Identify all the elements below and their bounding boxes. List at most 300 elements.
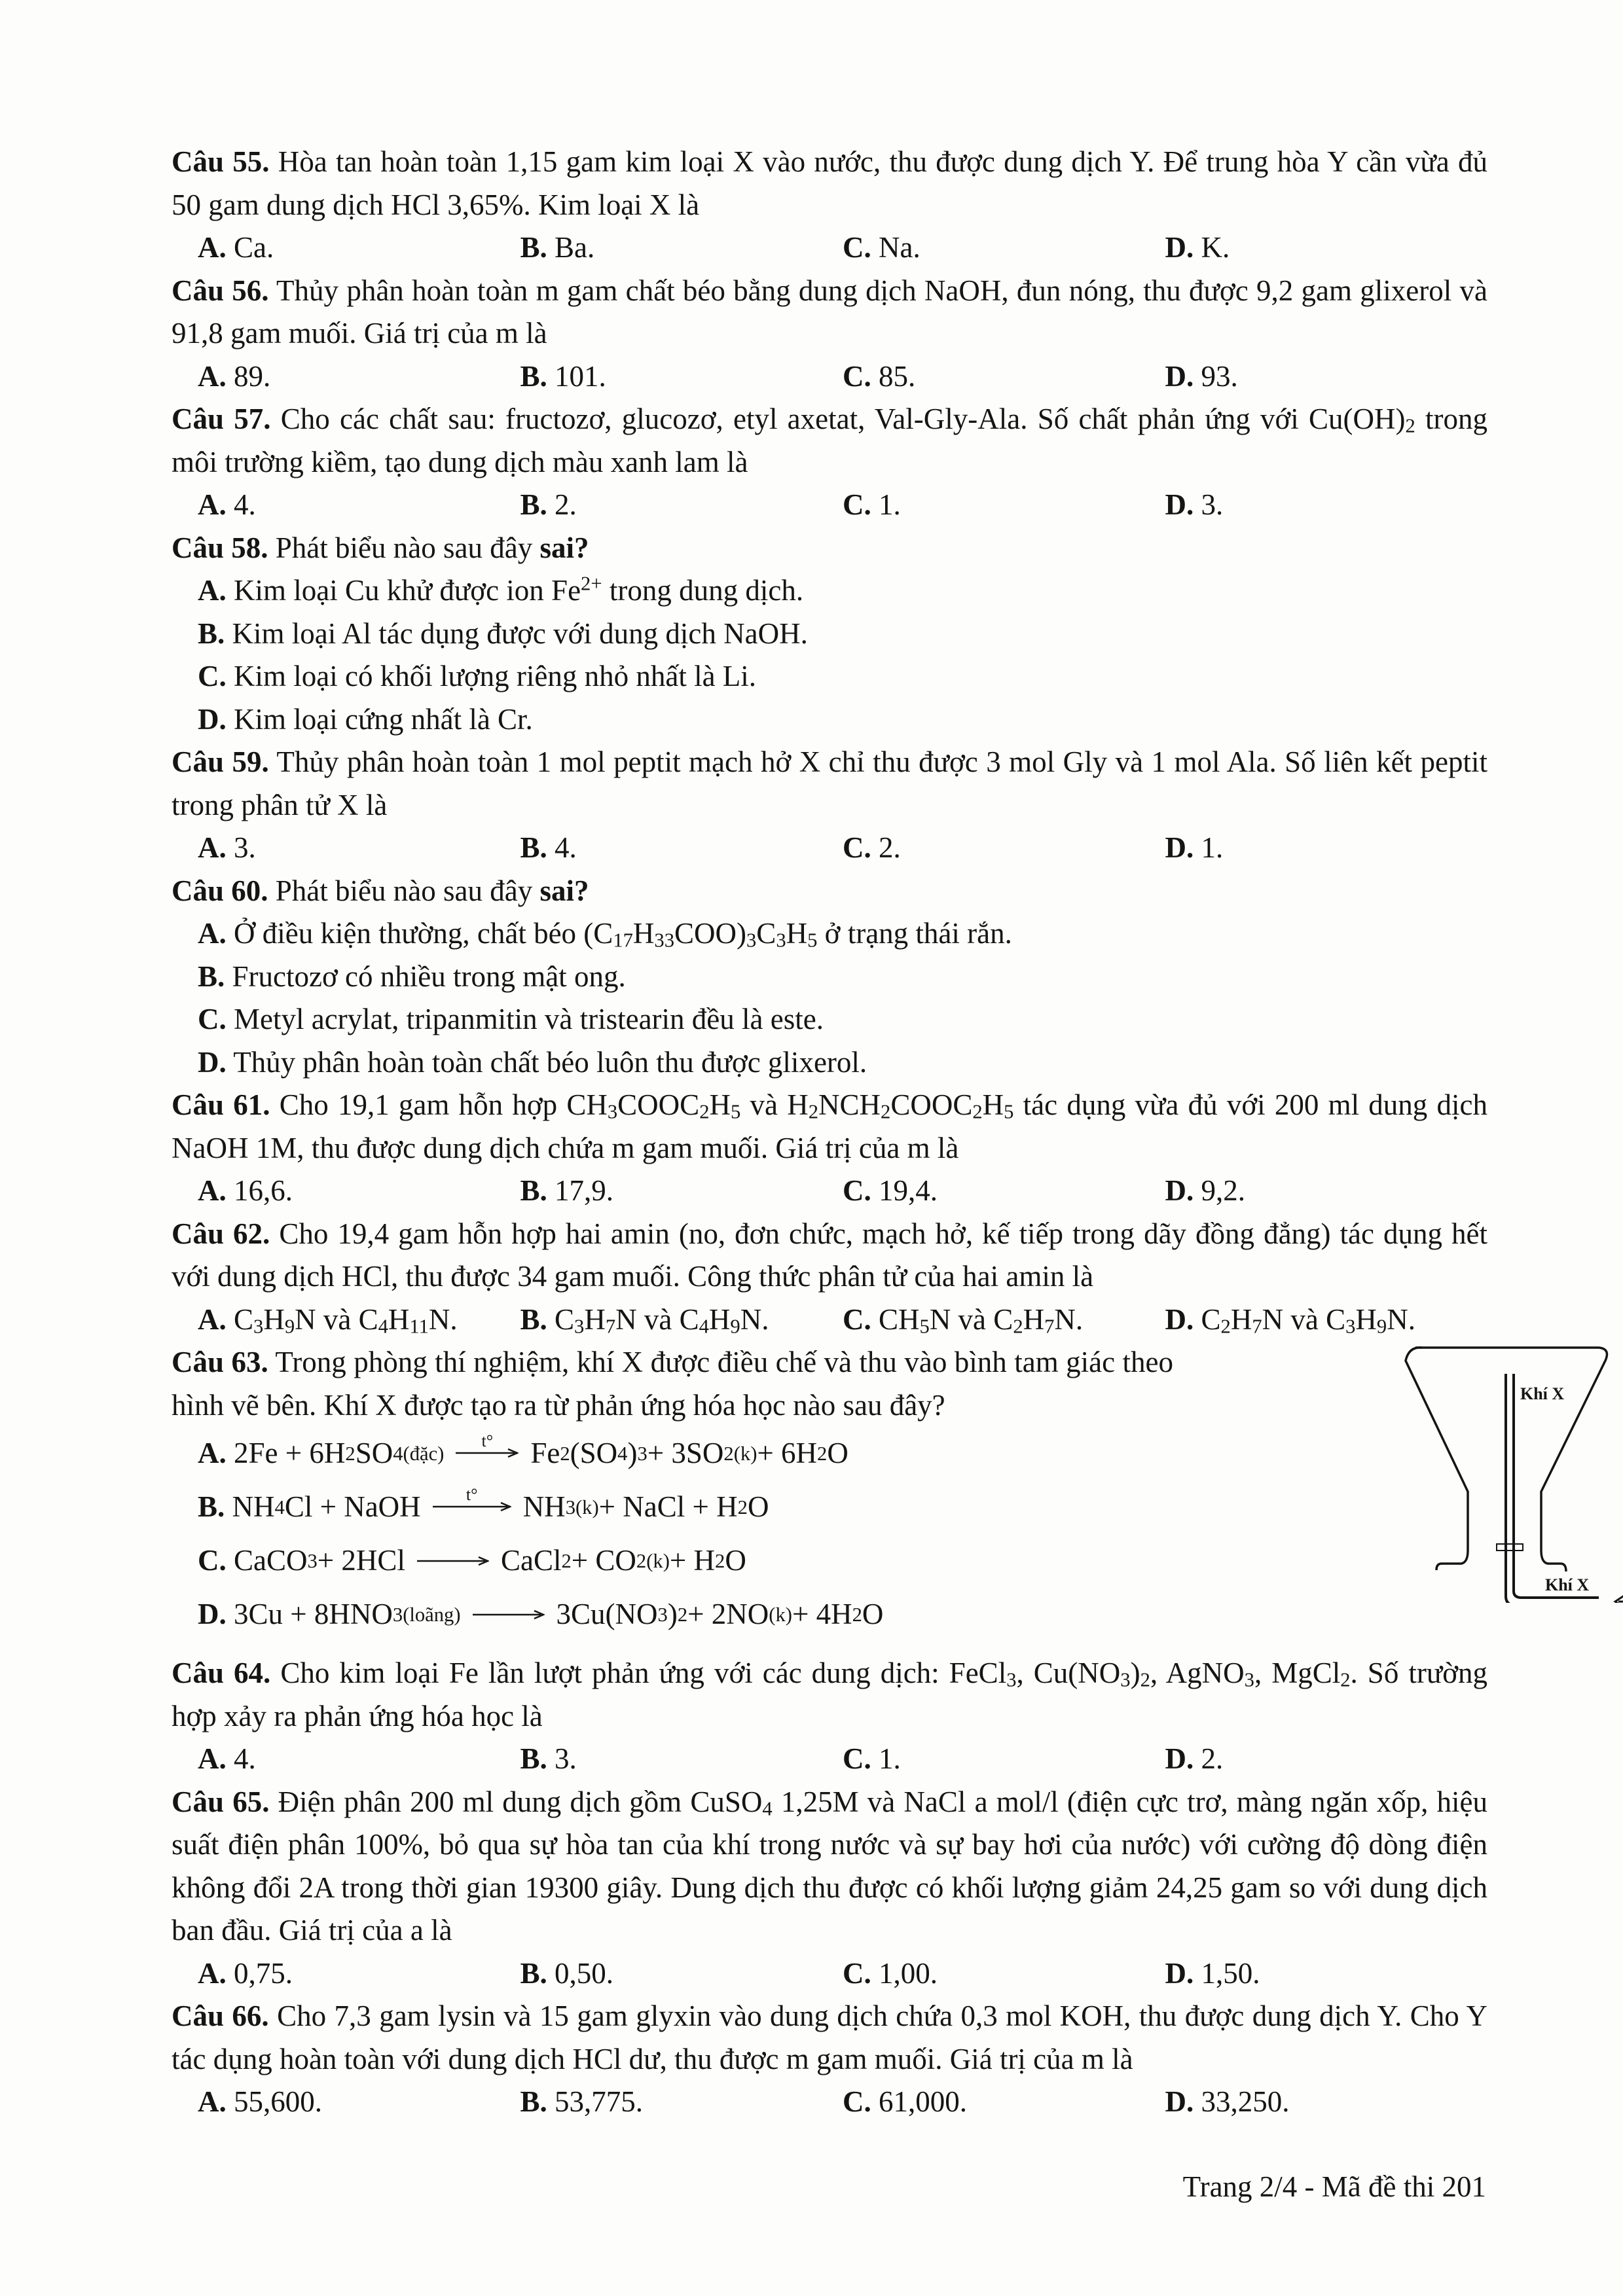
equation-part: Fe: [530, 1437, 560, 1470]
option-c[interactable]: [172, 998, 1487, 1041]
option-text: H: [786, 917, 808, 950]
answer-options: [172, 2081, 1487, 2124]
equation-part: + 6H: [757, 1437, 818, 1470]
answer-options: [172, 1170, 1487, 1213]
option-letter: B.: [198, 960, 225, 993]
option-b[interactable]: [520, 1738, 843, 1781]
formula-part: CH: [879, 1302, 920, 1336]
subscript: 9: [284, 1315, 295, 1337]
option-letter: D.: [198, 702, 227, 736]
option-c[interactable]: [172, 655, 1487, 698]
spacer: [172, 1641, 1487, 1652]
option-d[interactable]: [1165, 2081, 1488, 2124]
subscript: 2: [1340, 1668, 1351, 1691]
subscript: 7: [1252, 1315, 1262, 1337]
answer-options: [172, 1952, 1487, 1996]
option-text: COO): [674, 917, 746, 950]
question-number: Câu 62.: [172, 1217, 270, 1250]
option-letter: C.: [843, 2085, 871, 2118]
page-footer: Trang 2/4 - Mã đề thi 201: [1182, 2170, 1486, 2203]
gas-label-bottom: Khí X: [1545, 1575, 1590, 1594]
question-55: [172, 141, 1487, 270]
option-text: 61,000.: [879, 2085, 967, 2118]
option-b[interactable]: [520, 1952, 843, 1996]
reaction-arrow: [417, 1556, 489, 1566]
option-c[interactable]: [843, 2081, 1165, 2124]
option-c[interactable]: C. CaCO 3 + 2HCl CaCl 2 + CO 2(k) + H 2 O: [172, 1534, 1487, 1588]
question-body: , AgNO: [1150, 1657, 1245, 1689]
question-text: [172, 398, 1487, 484]
option-text: 53,775.: [555, 2085, 644, 2118]
question-body: ): [1130, 1657, 1140, 1689]
subscript: 3: [1244, 1668, 1254, 1691]
option-letter: B.: [520, 1174, 547, 1207]
equation-part: + 2HCl: [317, 1544, 405, 1577]
option-letter: D.: [1165, 1742, 1194, 1775]
option-letter: B.: [198, 617, 225, 650]
formula-part: N và C: [615, 1302, 699, 1336]
option-a[interactable]: [198, 1738, 520, 1781]
option-text: trong dung dịch.: [602, 574, 804, 607]
option-a[interactable]: [198, 827, 520, 870]
question-62: [172, 1213, 1487, 1342]
option-d[interactable]: [1165, 484, 1488, 527]
formula-part: C: [1201, 1302, 1221, 1336]
option-text: Ở điều kiện thường, chất béo (C: [234, 917, 613, 950]
question-body: Cho các chất sau: fructozơ, glucozơ, etyl axetat, Val-Gly-Ala. Số chất phản ứng với Cu(OH): [280, 403, 1406, 435]
subscript: 7: [605, 1315, 616, 1337]
question-body: COOC: [617, 1088, 700, 1121]
question-body: , Cu(NO: [1016, 1657, 1121, 1689]
option-letter: D.: [1165, 359, 1194, 393]
emphasis: sai?: [539, 531, 589, 564]
option-c[interactable]: [843, 484, 1165, 527]
option-text: Kim loại có khối lượng riêng nhỏ nhất là Li.: [234, 660, 757, 692]
option-d[interactable]: [172, 1041, 1487, 1085]
option-text: 0,75.: [234, 1956, 293, 1990]
equation-part: ): [627, 1437, 638, 1470]
question-text: [172, 1084, 1487, 1170]
option-a[interactable]: [198, 1299, 520, 1342]
option-text: 33,250.: [1201, 2085, 1290, 2118]
question-body: , MgCl: [1254, 1657, 1341, 1689]
option-letter: D.: [1165, 1174, 1194, 1207]
subscript: 7: [1044, 1315, 1055, 1337]
question-text: [172, 141, 1487, 226]
formula-part: H: [1355, 1302, 1377, 1336]
subscript: 3: [776, 929, 786, 952]
answer-options: [172, 484, 1487, 527]
option-text: 3.: [1201, 488, 1224, 521]
question-64: [172, 1652, 1487, 1781]
question-59: [172, 741, 1487, 870]
flask-diagram: [1245, 1341, 1623, 1603]
question-text: [172, 1781, 1487, 1952]
equation-part: NH: [522, 1490, 566, 1524]
question-body: NCH: [818, 1088, 881, 1121]
question-58: [172, 527, 1487, 742]
subscript: 5: [807, 929, 818, 952]
option-c[interactable]: [843, 1738, 1165, 1781]
option-letter: A.: [198, 1302, 227, 1336]
question-body: COOC: [890, 1088, 973, 1121]
arrow-icon: [417, 1556, 489, 1566]
option-text: 1,50.: [1201, 1956, 1260, 1990]
subscript: 2: [699, 1100, 710, 1123]
option-text: 1.: [879, 488, 901, 521]
question-text: [172, 1652, 1487, 1738]
subscript: 2: [1405, 414, 1415, 437]
option-d[interactable]: [1165, 355, 1488, 399]
option-b[interactable]: [520, 484, 843, 527]
option-letter: C.: [843, 1302, 871, 1336]
option-text: Metyl acrylat, tripanmitin và tristearin đều là este.: [234, 1003, 824, 1035]
question-body: H: [709, 1088, 731, 1121]
answer-options: [172, 1738, 1487, 1781]
question-57: [172, 398, 1487, 527]
formula-part: N và C: [929, 1302, 1013, 1336]
option-letter: D.: [1165, 831, 1194, 864]
option-letter: C.: [843, 231, 871, 264]
answer-options: [172, 355, 1487, 399]
question-56: [172, 270, 1487, 399]
question-body: Phát biểu nào sau đây: [275, 874, 533, 907]
answer-options: [172, 569, 1487, 741]
subscript: 17: [613, 929, 633, 952]
option-text: 9,2.: [1201, 1174, 1245, 1207]
option-letter: C.: [843, 1174, 871, 1207]
option-text: ở trạng thái rắn.: [817, 917, 1012, 950]
equation-part: 2Fe + 6H: [234, 1437, 346, 1470]
option-c[interactable]: [843, 355, 1165, 399]
question-number: Câu 66.: [172, 2000, 269, 2032]
equation-part: (SO: [570, 1437, 618, 1470]
option-letter: A.: [198, 1956, 227, 1990]
equation-part: 3Cu(NO: [556, 1598, 658, 1631]
question-number: Câu 60.: [172, 874, 268, 907]
question-body: Cho 19,4 gam hỗn hợp hai amin (no, đơn chức, mạch hở, kế tiếp trong dãy đồng đẳng) tác dụng hết với dung dịch HCl, thu được 34 gam muối. Công thức phân tử của hai amin là: [172, 1217, 1487, 1293]
arrow-icon: [473, 1609, 545, 1620]
option-text: 1,00.: [879, 1956, 938, 1990]
option-text: 2.: [879, 831, 901, 864]
option-text: Kim loại cứng nhất là Cr.: [234, 702, 533, 736]
question-body: Phát biểu nào sau đây: [275, 531, 533, 564]
option-text: 101.: [555, 359, 606, 393]
subscript: 33: [654, 929, 674, 952]
option-text: 17,9.: [555, 1174, 614, 1207]
option-text: 16,6.: [234, 1174, 293, 1207]
formula-part: N và C: [1262, 1302, 1346, 1336]
question-text: [172, 1995, 1487, 2081]
arrow-icon: [433, 1501, 511, 1512]
gas-label-top: Khí X: [1520, 1384, 1565, 1403]
equation-part: + 3SO: [647, 1437, 724, 1470]
option-text: 3.: [555, 1742, 577, 1775]
option-d[interactable]: D. 3Cu + 8HNO 3(loãng) 3Cu(NO 3 ) 2 + 2NO (k) + 4H 2 O: [172, 1588, 1487, 1641]
option-b[interactable]: B. NH 4 Cl + NaOH t° NH 3(k) + NaCl + H 2 O: [172, 1480, 1487, 1534]
question-body: Hòa tan hoàn toàn 1,15 gam kim loại X vào nước, thu được dung dịch Y. Để trung hòa Y cần vừa đủ 50 gam dung dịch HCl 3,65%. Kim loại X là: [172, 145, 1488, 221]
question-66: [172, 1995, 1487, 2124]
option-b[interactable]: [520, 226, 843, 270]
option-letter: A.: [198, 917, 227, 950]
option-letter: B.: [520, 1302, 547, 1336]
question-text: [172, 527, 1487, 570]
reaction-condition: t°: [465, 1485, 478, 1504]
option-text: H: [632, 917, 655, 950]
formula-part: H: [388, 1302, 410, 1336]
question-text: [172, 270, 1487, 355]
reaction-arrow: [456, 1431, 519, 1458]
equation-part: O: [862, 1598, 884, 1631]
option-b[interactable]: [172, 613, 1487, 656]
question-body: trong môi trường kiềm, tạo dung dịch màu xanh lam là: [172, 403, 1488, 478]
option-letter: C.: [198, 1003, 227, 1035]
question-body: H: [982, 1088, 1004, 1121]
question-number: Câu 59.: [172, 745, 269, 778]
option-a[interactable]: [198, 2081, 520, 2124]
option-letter: D.: [1165, 488, 1194, 521]
option-letter: B.: [520, 831, 547, 864]
answer-options: [172, 226, 1487, 270]
formula-part: C: [234, 1302, 254, 1336]
subscript: 5: [1004, 1100, 1014, 1123]
option-letter: A.: [198, 831, 227, 864]
emphasis: sai?: [539, 874, 589, 907]
option-d[interactable]: [1165, 1738, 1488, 1781]
equation-part: ): [667, 1598, 678, 1631]
question-body: . Số trường hợp xảy ra phản ứng hóa học là: [172, 1657, 1488, 1732]
option-c[interactable]: [843, 1299, 1165, 1342]
subscript: 9: [730, 1315, 740, 1337]
subscript: 11: [409, 1315, 429, 1337]
question-63: [172, 1341, 1590, 1641]
option-b[interactable]: [520, 1299, 843, 1342]
subscript: 5: [730, 1100, 741, 1123]
option-text: Thủy phân hoàn toàn chất béo luôn thu được glixerol.: [233, 1045, 867, 1079]
subscript: 3: [607, 1100, 618, 1123]
question-body: 1,25M và NaCl a mol/l (điện cực trơ, màng ngăn xốp, hiệu suất điện phân 100%, bỏ qua sự hòa tan của khí trong nước và sự bay hơi của nước) với cường độ dòng điện không đổi 2A trong thời gian 19300 giây. Dung dịch thu được có khối lượng giảm 24,25 gam so với dung dịch ban đầu. Giá trị của a là: [172, 1785, 1488, 1946]
equation-part: NH: [232, 1490, 275, 1524]
question-text: [172, 741, 1487, 827]
option-text: 2.: [1201, 1742, 1224, 1775]
equation-part: 3Cu + 8HNO: [234, 1598, 393, 1631]
option-text: K.: [1201, 231, 1230, 264]
formula-part: N.: [740, 1302, 769, 1336]
equation-part: O: [747, 1490, 769, 1524]
option-letter: B.: [520, 2085, 547, 2118]
formula-part: H: [708, 1302, 731, 1336]
equation-part: + CO: [571, 1544, 636, 1577]
question-list: [172, 141, 1590, 2124]
question-body: Cho 19,1 gam hỗn hợp CH: [279, 1088, 608, 1121]
question-number: Câu 57.: [172, 403, 271, 435]
option-letter: C.: [198, 660, 227, 692]
option-b[interactable]: [520, 355, 843, 399]
formula-part: C: [555, 1302, 575, 1336]
equation-part: + NaCl + H: [598, 1490, 738, 1524]
option-b[interactable]: [520, 1170, 843, 1213]
option-letter: A.: [198, 1742, 227, 1775]
option-letter: A.: [198, 359, 227, 393]
option-text: 4.: [234, 488, 256, 521]
equation-part: + 2NO: [687, 1598, 769, 1631]
question-61: [172, 1084, 1487, 1213]
option-text: 55,600.: [234, 2085, 322, 2118]
option-letter: B.: [520, 1742, 547, 1775]
option-letter: C.: [843, 831, 871, 864]
option-letter: C.: [843, 1742, 871, 1775]
option-letter: C.: [843, 488, 871, 521]
question-text: [172, 1341, 1173, 1427]
answer-options: [172, 1299, 1487, 1342]
option-c[interactable]: [843, 1170, 1165, 1213]
subscript: 3: [1006, 1668, 1017, 1691]
question-body: Trong phòng thí nghiệm, khí X được điều chế và thu vào bình tam giác theo hình vẽ bên. Khí X được tạo ra từ phản ứng hóa học nào sau đây?: [172, 1346, 1174, 1422]
option-text: Ca.: [234, 231, 274, 264]
subscript: 3: [253, 1315, 264, 1337]
formula-part: H: [263, 1302, 285, 1336]
subscript: 2: [1220, 1315, 1231, 1337]
arrow-icon: [456, 1448, 519, 1458]
subscript: 4: [378, 1315, 388, 1337]
option-letter: B.: [520, 359, 547, 393]
formula-part: N.: [1387, 1302, 1415, 1336]
option-text: C: [756, 917, 776, 950]
option-letter: B.: [520, 488, 547, 521]
question-number: Câu 61.: [172, 1088, 270, 1121]
option-b[interactable]: [520, 827, 843, 870]
subscript: 3: [574, 1315, 585, 1337]
option-letter: D.: [198, 1598, 227, 1631]
option-text: 1.: [879, 1742, 901, 1775]
option-d[interactable]: [1165, 1299, 1488, 1342]
superscript: 2+: [581, 572, 602, 595]
option-d[interactable]: [1165, 1952, 1488, 1996]
option-text: Na.: [879, 231, 921, 264]
reaction-arrow: [433, 1485, 511, 1512]
question-body: Thủy phân hoàn toàn 1 mol peptit mạch hở X chỉ thu được 3 mol Gly và 1 mol Ala. Số liên kết peptit trong phân tử X là: [172, 745, 1488, 821]
formula-part: H: [584, 1302, 606, 1336]
formula-part: N.: [1054, 1302, 1084, 1336]
formula-part: H: [1023, 1302, 1045, 1336]
question-body: Cho 7,3 gam lysin và 15 gam glyxin vào dung dịch chứa 0,3 mol KOH, thu được dung dịch Y. Cho Y tác dụng hoàn toàn với dung dịch HCl dư, thu được m gam muối. Giá trị của m là: [172, 2000, 1488, 2075]
option-c[interactable]: [843, 1952, 1165, 1996]
option-text: 0,50.: [555, 1956, 614, 1990]
option-letter: C.: [843, 1956, 871, 1990]
option-letter: B.: [520, 231, 547, 264]
option-text: 85.: [879, 359, 916, 393]
option-letter: D.: [1165, 2085, 1194, 2118]
option-d[interactable]: [1165, 226, 1488, 270]
question-body: và H: [740, 1088, 809, 1121]
reaction-arrow: [473, 1609, 545, 1620]
question-number: Câu 64.: [172, 1657, 271, 1689]
question-number: Câu 56.: [172, 274, 269, 307]
question-number: Câu 65.: [172, 1785, 270, 1818]
option-letter: A.: [198, 1174, 227, 1207]
subscript: 3: [746, 929, 757, 952]
formula-part: N.: [428, 1302, 458, 1336]
option-b[interactable]: [172, 956, 1487, 999]
subscript: 3: [1120, 1668, 1131, 1691]
subscript: 5: [919, 1315, 930, 1337]
option-a[interactable]: [172, 569, 1487, 613]
equation-part: O: [725, 1544, 746, 1577]
question-body: Điện phân 200 ml dung dịch gồm CuSO: [278, 1785, 763, 1818]
option-text: 2.: [555, 488, 577, 521]
option-letter: C.: [198, 1544, 227, 1577]
question-text: [172, 1213, 1487, 1299]
option-a[interactable]: [172, 912, 1487, 956]
option-text: 19,4.: [879, 1174, 938, 1207]
formula-part: N và C: [295, 1302, 378, 1336]
option-text: 93.: [1201, 359, 1238, 393]
option-text: 4.: [234, 1742, 256, 1775]
subscript: 2: [1140, 1668, 1150, 1691]
subscript: 4: [762, 1797, 773, 1820]
subscript: 2: [881, 1100, 891, 1123]
option-text: 3.: [234, 831, 256, 864]
question-number: Câu 63.: [172, 1346, 268, 1378]
option-letter: B.: [198, 1490, 225, 1524]
subscript: 9: [1376, 1315, 1387, 1337]
subscript: 4: [699, 1315, 709, 1337]
option-letter: A.: [198, 1437, 227, 1470]
option-a[interactable]: [198, 484, 520, 527]
option-text: 89.: [234, 359, 271, 393]
option-d[interactable]: [172, 698, 1487, 742]
option-letter: D.: [198, 1045, 227, 1079]
question-text: [172, 870, 1487, 913]
equation-part: CaCO: [234, 1544, 308, 1577]
equation-part: + 4H: [792, 1598, 852, 1631]
option-letter: A.: [198, 574, 227, 607]
option-letter: A.: [198, 488, 227, 521]
question-body: tác dụng vừa đủ với 200 ml dung dịch NaOH 1M, thu được dung dịch chứa m gam muối. Giá trị của m là: [172, 1088, 1487, 1164]
option-text: Kim loại Cu khử được ion Fe: [234, 574, 581, 607]
option-letter: D.: [1165, 231, 1194, 264]
subscript: 3: [1345, 1315, 1356, 1337]
question-65: [172, 1781, 1487, 1996]
option-a[interactable]: [198, 1952, 520, 1996]
option-b[interactable]: [520, 2081, 843, 2124]
option-a[interactable]: [198, 355, 520, 399]
question-number: Câu 58.: [172, 531, 268, 564]
equation-part: Cl + NaOH: [284, 1490, 421, 1524]
question-number: Câu 55.: [172, 145, 270, 178]
option-text: Kim loại Al tác dụng được với dung dịch NaOH.: [232, 617, 808, 650]
option-letter: C.: [843, 359, 871, 393]
option-a[interactable]: A. 2Fe + 6H 2 SO 4(đặc) t° Fe 2 (SO 4 ) 3 + 3SO 2(k) + 6H 2 O: [172, 1427, 1487, 1480]
option-text: 4.: [555, 831, 577, 864]
answer-options: [172, 827, 1487, 870]
option-letter: A.: [198, 2085, 227, 2118]
formula-part: H: [1230, 1302, 1252, 1336]
equation-part: SO: [355, 1437, 393, 1470]
option-c[interactable]: [843, 226, 1165, 270]
option-d[interactable]: [1165, 827, 1488, 870]
option-d[interactable]: [1165, 1170, 1488, 1213]
option-letter: D.: [1165, 1302, 1194, 1336]
option-a[interactable]: [198, 1170, 520, 1213]
option-letter: B.: [520, 1956, 547, 1990]
equation-part: CaCl: [500, 1544, 562, 1577]
option-a[interactable]: [198, 226, 520, 270]
subscript: 2: [1013, 1315, 1023, 1337]
option-c[interactable]: [843, 827, 1165, 870]
question-body: Cho kim loại Fe lần lượt phản ứng với các dung dịch: FeCl: [280, 1657, 1007, 1689]
equation-part: O: [827, 1437, 848, 1470]
